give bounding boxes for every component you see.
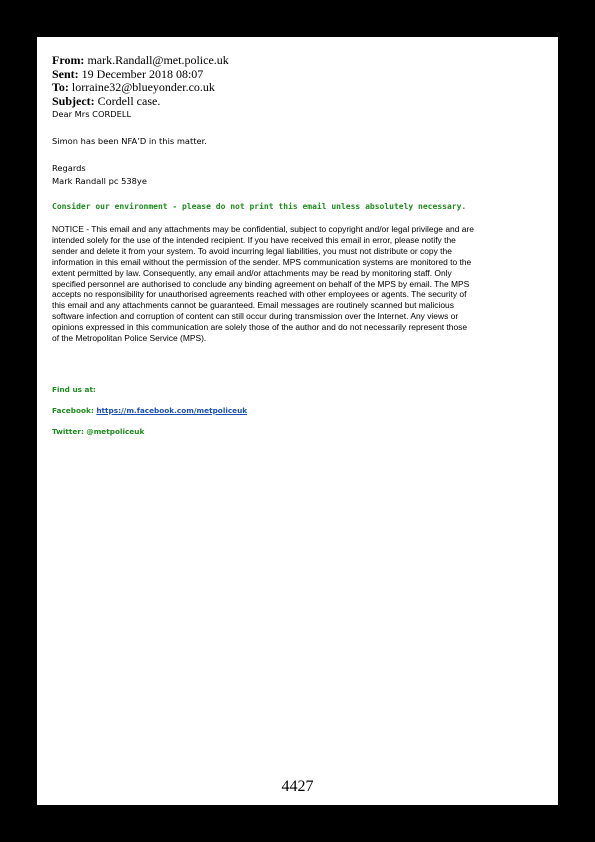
notice-line: this email and any attachments cannot be guaranteed. Email messages are routinely scanned but malicious	[52, 300, 454, 311]
facebook-link[interactable]: https://m.facebook.com/metpoliceuk	[96, 406, 248, 415]
regards: Regards	[52, 163, 86, 173]
twitter-line: Twitter: @metpoliceuk	[52, 427, 145, 436]
document-page	[37, 37, 558, 805]
notice-line: sender and delete it from your system. To avoid incurring legal liabilities, you must not distribute or copy the	[52, 245, 452, 256]
to-line	[52, 80, 215, 94]
subject-label: Subject:	[52, 94, 95, 108]
notice-line: of the Metropolitan Police Service (MPS).	[52, 333, 207, 344]
from-line	[52, 53, 229, 67]
sent-line	[52, 67, 203, 81]
subject-value: Cordell case.	[97, 94, 161, 108]
sent-value: 19 December 2018 08:07	[81, 67, 204, 81]
facebook-label: Facebook:	[52, 406, 94, 415]
notice-line: extent permitted by law. Consequently, any email and/or attachments may be read by monitoring staff. Only	[52, 267, 452, 278]
salutation: Dear Mrs CORDELL	[52, 109, 132, 119]
page-number: 4427	[281, 778, 314, 795]
notice-line: accepts no responsibility for unauthorised agreements reached with other employees or agents. The security of	[52, 289, 467, 300]
sent-label: Sent:	[52, 67, 79, 81]
notice-line: specified personnel are authorised to conclude any binding agreement on behalf of the MPS by email. The MPS	[52, 278, 470, 289]
subject-line	[52, 94, 160, 108]
signature: Mark Randall pc 538ye	[52, 176, 147, 186]
notice-line: opinions expressed in this communication are solely those of the author and do not necessarily represent those	[52, 322, 468, 333]
notice-line: software infection and corruption of content can still occur during transmission over the Internet. Any views or	[52, 311, 459, 322]
to-value: lorraine32@blueyonder.co.uk	[71, 80, 215, 94]
to-label: To:	[52, 80, 69, 94]
notice-line: information in this email without the permission of the sender. MPS communication systems are monitored to the	[52, 256, 472, 267]
from-value: mark.Randall@met.police.uk	[87, 53, 229, 67]
message-body: Simon has been NFA’D in this matter.	[52, 136, 207, 146]
find-us-label: Find us at:	[52, 385, 96, 394]
notice-line: NOTICE - This email and any attachments may be confidential, subject to copyright and/or legal privilege and are	[52, 224, 474, 234]
notice-line: intended solely for the use of the intended recipient. If you have received this email in error, please notify the	[52, 234, 456, 245]
environment-note: Consider our environment - please do not print this email unless absolutely necessary.	[52, 202, 467, 211]
facebook-line	[52, 406, 247, 416]
from-label: From:	[52, 53, 85, 67]
legal-notice	[52, 224, 548, 344]
